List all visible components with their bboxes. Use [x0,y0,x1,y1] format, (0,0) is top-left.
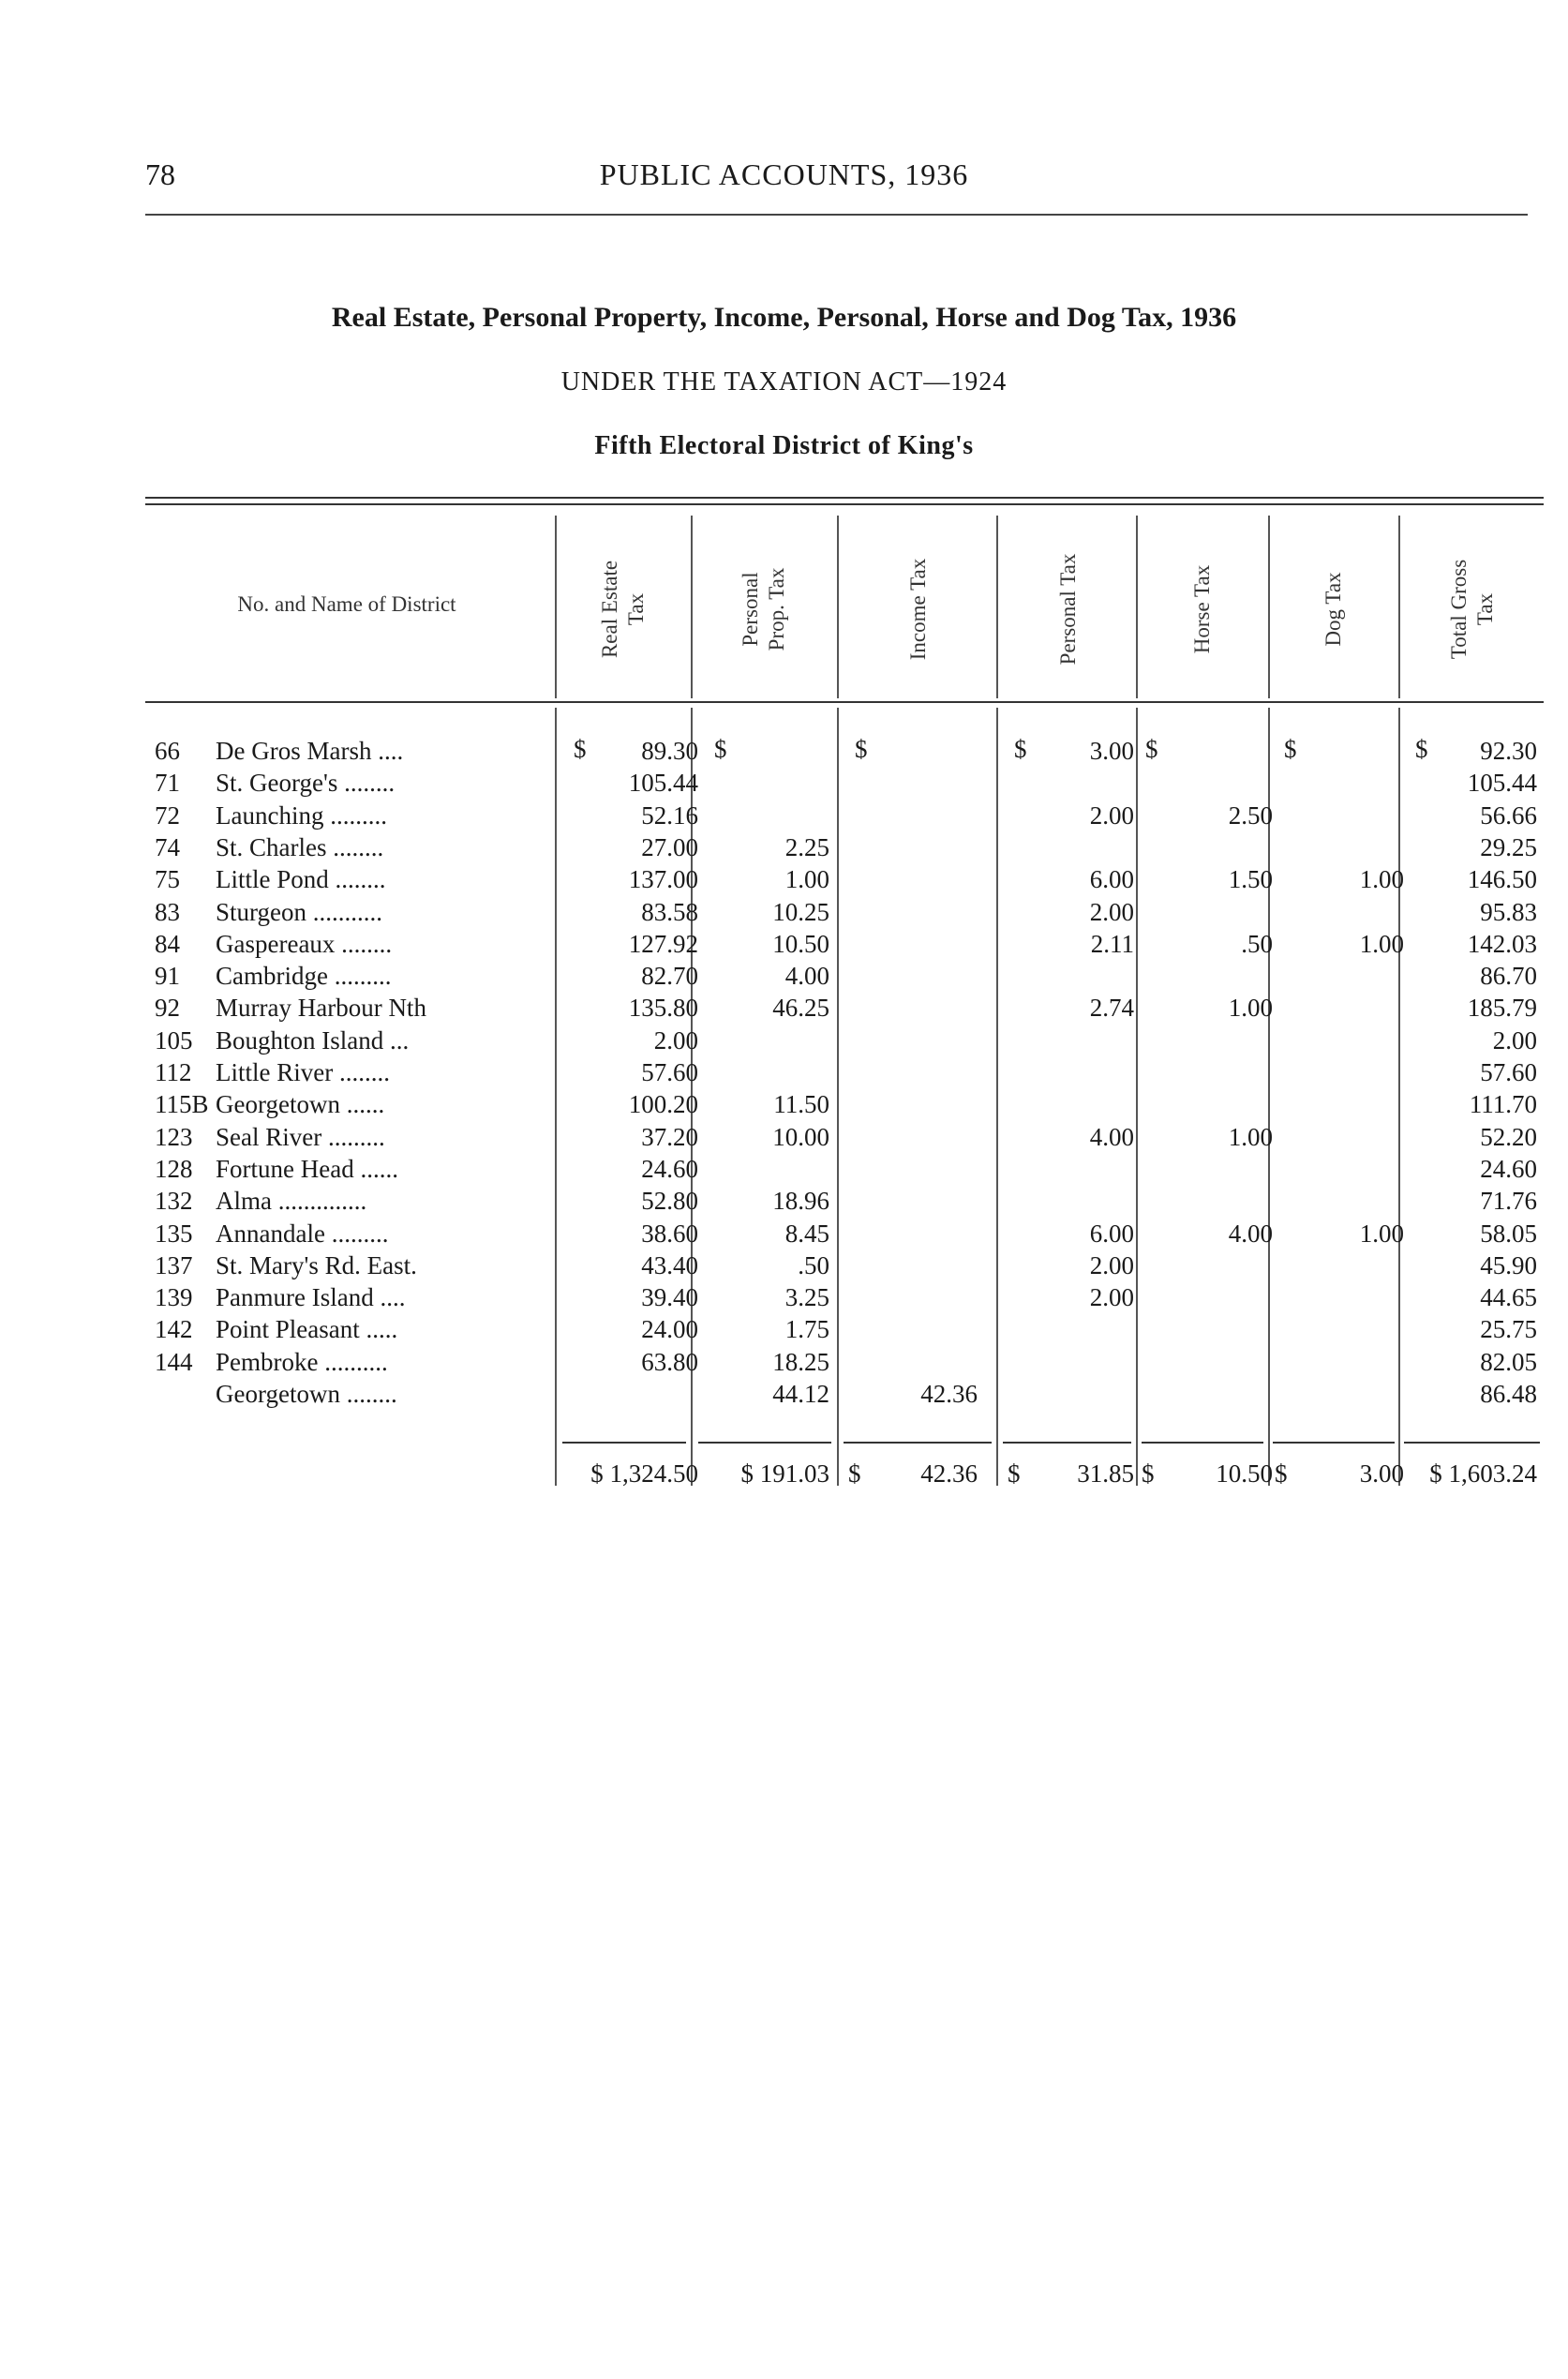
total-personal-prop: $ 191.03 [740,1459,829,1488]
column-header-label: Income Tax [906,558,930,661]
personal-prop-value: 1.75 [784,1315,829,1344]
district-name: Annandale ......... [216,1219,389,1248]
personal-value: 2.74 [1089,994,1134,1023]
real-estate-value: 39.40 [641,1283,698,1312]
district-name: St. Charles ........ [216,832,384,861]
column-divider [555,516,557,698]
district-name: Fortune Head ...... [216,1154,398,1183]
table-row [145,896,1544,928]
real-estate-value: 2.00 [653,1025,698,1055]
real-estate-value: 52.16 [641,800,698,830]
table-row [145,928,1544,960]
table-subtitle-district: Fifth Electoral District of King's [594,431,974,460]
column-header-label: Real Estate [598,560,621,659]
horse-value: 1.00 [1228,994,1273,1023]
personal-value: 6.00 [1089,865,1134,894]
personal-prop-value: 10.50 [772,929,829,958]
table-row [145,831,1544,863]
real-estate-value: 63.80 [641,1347,698,1376]
column-header-label: Horse Tax [1190,564,1214,654]
total-dog: 3.00 [1359,1459,1404,1488]
district-number: 142 [155,1315,193,1344]
column-header-personal-prop [698,525,829,694]
personal-value: 6.00 [1089,1219,1134,1248]
column-header-label: Tax [624,592,648,626]
total-real-estate: $ 1,324.50 [590,1459,698,1488]
district-number: 144 [155,1347,193,1376]
district-number: 72 [155,800,180,830]
personal-prop-value: 18.96 [772,1187,829,1216]
column-header-label: Tax [1472,592,1497,626]
header-bottom-rule [145,701,1544,703]
total-value: 111.70 [1469,1090,1537,1119]
district-name: Little Pond ........ [216,865,386,894]
total-value: 45.90 [1480,1250,1537,1279]
district-number: 75 [155,865,180,894]
totals-rule [562,1442,686,1444]
total-value: 52.20 [1480,1122,1537,1151]
dollar-sign: $ [1142,1459,1155,1488]
total-income: 42.36 [920,1459,978,1488]
real-estate-value: 38.60 [641,1219,698,1248]
personal-prop-value: 46.25 [772,994,829,1023]
personal-prop-value: 1.00 [784,865,829,894]
district-number: 137 [155,1250,193,1279]
total-personal: 31.85 [1077,1459,1134,1488]
district-name: Cambridge ......... [216,962,392,991]
dollar-sign: $ [1275,1459,1288,1488]
district-name: De Gros Marsh .... [216,737,404,765]
real-estate-value: 27.00 [641,832,698,861]
district-number: 74 [155,832,180,861]
district-name: Sturgeon ........... [216,897,383,926]
personal-prop-value: 11.50 [773,1090,829,1119]
dollar-sign: $ [1008,1459,1021,1488]
real-estate-value: 43.40 [641,1250,698,1279]
district-number: 132 [155,1187,193,1216]
horse-value: .50 [1241,929,1273,958]
column-divider [1268,516,1270,698]
dollar-sign: $ [1014,735,1027,763]
district-name: St. Mary's Rd. East. [216,1250,417,1279]
real-estate-value: 37.20 [641,1122,698,1151]
income-value: 42.36 [920,1380,978,1408]
table-row [145,1378,1544,1410]
column-divider [1398,516,1400,698]
dollar-sign: $ [855,735,868,763]
real-estate-value: 105.44 [628,769,698,798]
table-row [145,1281,1544,1313]
column-divider [1136,516,1138,698]
personal-value: 2.00 [1089,897,1134,926]
total-value: 24.60 [1480,1154,1537,1183]
table-row [145,1088,1544,1120]
table-top-rule [145,497,1544,505]
personal-value: 2.00 [1089,1283,1134,1312]
page-header: PUBLIC ACCOUNTS, 1936 [599,157,969,191]
district-number: 66 [155,737,180,765]
totals-rule [1404,1442,1540,1444]
table-row [145,1249,1544,1281]
column-header-income [844,525,993,694]
district-name: Pembroke .......... [216,1347,388,1376]
table-row [145,800,1544,831]
personal-prop-value: 18.25 [772,1347,829,1376]
district-number: 105 [155,1025,193,1055]
table-row [145,1185,1544,1217]
total-value: 86.70 [1480,962,1537,991]
district-name: Launching ......... [216,800,387,830]
column-header-label: Prop. Tax [765,567,788,651]
table-row [145,992,1544,1024]
real-estate-value: 127.92 [628,929,698,958]
totals-rule [1142,1442,1263,1444]
personal-prop-value: 2.25 [784,832,829,861]
district-number: 84 [155,929,180,958]
district-name: Little River ........ [216,1058,390,1086]
column-header-total [1404,525,1540,694]
real-estate-value: 135.80 [628,994,698,1023]
column-header-district: No. and Name of District [237,592,456,616]
real-estate-value: 82.70 [641,962,698,991]
district-number: 123 [155,1122,193,1151]
district-name: Panmure Island .... [216,1283,406,1312]
dog-value: 1.00 [1359,865,1404,894]
dollar-sign: $ [574,735,587,763]
real-estate-value: 83.58 [641,897,698,926]
column-header-label: Total Gross [1446,559,1471,660]
real-estate-value: 24.00 [641,1315,698,1344]
column-header-dog [1273,525,1395,694]
district-number: 139 [155,1283,193,1312]
dollar-sign: $ [714,735,727,763]
personal-value: 2.00 [1089,800,1134,830]
totals-row [145,1458,1544,1489]
total-value: 142.03 [1467,929,1537,958]
personal-value: 2.00 [1089,1250,1134,1279]
total-value: 105.44 [1467,769,1537,798]
personal-prop-value: 8.45 [784,1219,829,1248]
table-row [145,863,1544,895]
horse-value: 4.00 [1228,1219,1273,1248]
total-value: 57.60 [1480,1058,1537,1086]
total-value: 25.75 [1480,1315,1537,1344]
table-row [145,1153,1544,1185]
horse-value: 1.50 [1228,865,1273,894]
district-name: Alma .............. [216,1187,367,1216]
dollar-sign: $ [1284,735,1297,763]
dollar-sign: $ [1415,735,1428,763]
column-divider [996,516,998,698]
real-estate-value: 24.60 [641,1154,698,1183]
personal-prop-value: 44.12 [772,1380,829,1408]
district-name: Seal River ......... [216,1122,385,1151]
district-number: 92 [155,994,180,1023]
totals-rule [1273,1442,1395,1444]
totals-rule [1003,1442,1131,1444]
personal-prop-value: 3.25 [784,1283,829,1312]
total-value: 44.65 [1480,1283,1537,1312]
totals-rule [844,1442,992,1444]
total-value: 82.05 [1480,1347,1537,1376]
table-row [145,1313,1544,1345]
real-estate-value: 89.30 [641,737,698,765]
personal-prop-value: .50 [798,1250,829,1279]
table-row [145,735,1544,767]
table-row [145,767,1544,799]
real-estate-value: 57.60 [641,1058,698,1086]
district-number: 91 [155,962,180,991]
personal-prop-value: 10.00 [772,1122,829,1151]
real-estate-value: 137.00 [628,865,698,894]
page-number: 78 [145,157,175,191]
column-header-label: Dog Tax [1322,572,1345,647]
totals-rule [698,1442,831,1444]
column-divider [837,516,839,698]
district-name: Point Pleasant ..... [216,1315,398,1344]
district-name: St. George's ........ [216,769,396,798]
district-name: Murray Harbour Nth [216,994,426,1023]
table-row [145,960,1544,992]
horse-value: 1.00 [1228,1122,1273,1151]
district-number: 128 [155,1154,193,1183]
district-name: Georgetown ...... [216,1090,385,1119]
dollar-sign: $ [1145,735,1158,763]
personal-value: 4.00 [1089,1122,1134,1151]
personal-value: 3.00 [1089,737,1134,765]
dog-value: 1.00 [1359,929,1404,958]
total-value: 92.30 [1480,737,1537,765]
total-value: 185.79 [1467,994,1537,1023]
column-header-label: Personal Tax [1056,553,1080,666]
district-name: Georgetown ........ [216,1380,397,1408]
district-number: 112 [155,1058,192,1086]
table-row [145,1121,1544,1153]
table-title: Real Estate, Personal Property, Income, Personal, Horse and Dog Tax, 1936 [331,302,1237,333]
table-row [145,1346,1544,1378]
total-value: 56.66 [1480,800,1537,830]
total-value: 95.83 [1480,897,1537,926]
total-gross: $ 1,603.24 [1429,1459,1537,1488]
total-value: 29.25 [1480,832,1537,861]
column-header-real-estate [562,525,684,694]
total-value: 71.76 [1480,1187,1537,1216]
district-number: 115B [155,1090,209,1119]
table-row [145,1056,1544,1088]
column-header-horse [1142,525,1263,694]
header-rule [145,214,1528,216]
district-number: 135 [155,1219,193,1248]
personal-value: 2.11 [1090,929,1134,958]
personal-prop-value: 10.25 [772,897,829,926]
dog-value: 1.00 [1359,1219,1404,1248]
column-header-label: Personal [739,572,762,647]
personal-prop-value: 4.00 [784,962,829,991]
district-number: 83 [155,897,180,926]
total-value: 146.50 [1467,865,1537,894]
table-subtitle-act: UNDER THE TAXATION ACT—1924 [560,367,1008,396]
total-value: 2.00 [1492,1025,1537,1055]
dollar-sign: $ [848,1459,861,1488]
table-row [145,1218,1544,1249]
total-value: 58.05 [1480,1219,1537,1248]
district-name: Gaspereaux ........ [216,929,393,958]
total-value: 86.48 [1480,1380,1537,1408]
total-horse: 10.50 [1216,1459,1273,1488]
district-number: 71 [155,769,180,798]
horse-value: 2.50 [1228,800,1273,830]
column-divider [691,516,693,698]
table-row [145,1025,1544,1056]
column-header-personal [1003,525,1134,694]
district-name: Boughton Island ... [216,1025,410,1055]
real-estate-value: 100.20 [628,1090,698,1119]
real-estate-value: 52.80 [641,1187,698,1216]
